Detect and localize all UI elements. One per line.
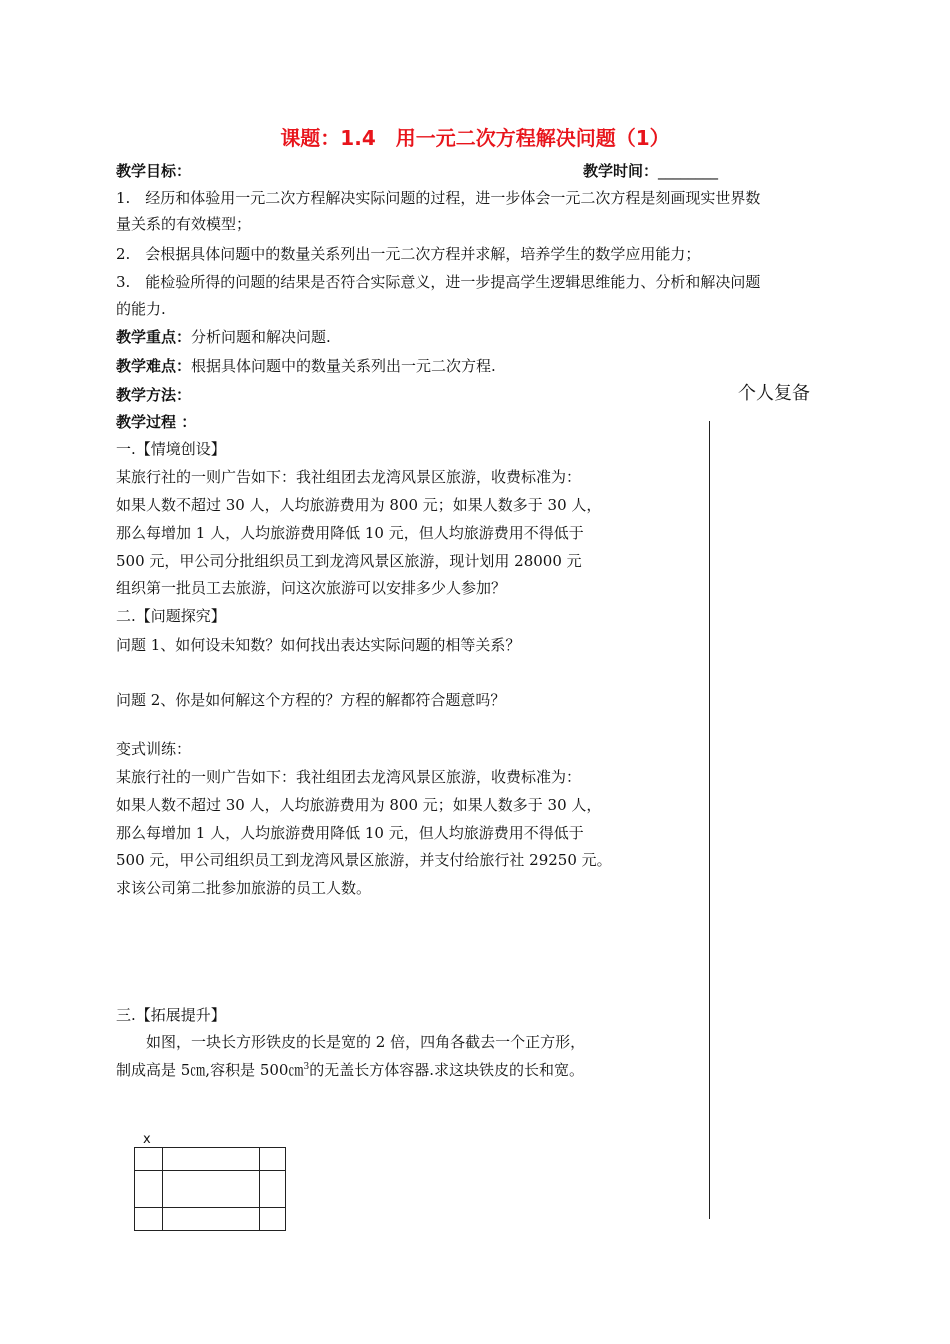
difficulty-label: 教学难点： — [116, 357, 192, 375]
text-line: 求该公司第二批参加旅游的员工人数。 — [116, 879, 372, 897]
text-line: 某旅行社的一则广告如下：我社组团去龙湾风景区旅游，收费标准为： — [116, 768, 582, 786]
text-line: 500 元，甲公司分批组织员工到龙湾风景区旅游，现计划用 28000 元 — [116, 552, 582, 570]
section-heading: 三.【拓展提升】 — [116, 1006, 226, 1024]
goal-line: 2. 会根据具体问题中的数量关系列出一元二次方程并求解，培养学生的数学应用能力； — [116, 245, 701, 263]
fold-line — [162, 1207, 260, 1208]
text-line: 500 元，甲公司组织员工到龙湾风景区旅游，并支付给旅行社 29250 元。 — [116, 851, 612, 869]
text-line: 如图，一块长方形铁皮的长是宽的 2 倍，四角各截去一个正方形， — [146, 1033, 586, 1051]
difficulty-text: 根据具体问题中的数量关系列出一元二次方程. — [191, 357, 496, 375]
teaching-time — [583, 160, 718, 181]
difficulty — [116, 355, 496, 376]
column-divider — [709, 421, 710, 1219]
time-label: 教学时间： — [583, 162, 659, 180]
figure-x-label: x — [143, 1132, 151, 1147]
section-heading: 二.【问题探究】 — [116, 607, 226, 625]
text-part: 的无盖长方体容器.求这块铁皮的长和宽。 — [309, 1061, 584, 1079]
text-line — [116, 1059, 584, 1080]
method-label: 教学方法： — [116, 386, 192, 404]
goal-line: 量关系的有效模型； — [116, 215, 252, 233]
key-point-label: 教学重点： — [116, 328, 192, 346]
time-blank: ________ — [658, 162, 719, 180]
cut-line — [259, 1148, 260, 1230]
cut-line — [162, 1148, 163, 1230]
goal-line: 的能力. — [116, 300, 166, 318]
page-title: 课题：1.4 用一元二次方程解决问题（1） — [280, 126, 670, 150]
text-line: 那么每增加 1 人，人均旅游费用降低 10 元，但人均旅游费用不得低于 — [116, 524, 584, 542]
goals-label: 教学目标： — [116, 162, 192, 180]
text-line: 某旅行社的一则广告如下：我社组团去龙湾风景区旅游，收费标准为： — [116, 468, 582, 486]
sheet-figure — [134, 1147, 286, 1231]
variant-label: 变式训练： — [116, 740, 192, 758]
process-label: 教学过程 ： — [116, 413, 197, 431]
text-line: 那么每增加 1 人，人均旅游费用降低 10 元，但人均旅游费用不得低于 — [116, 824, 584, 842]
fold-line — [162, 1170, 260, 1171]
goal-line: 3. 能检验所得的问题的结果是否符合实际意义，进一步提高学生逻辑思维能力、分析和解决问题 — [116, 273, 761, 291]
text-line: 组织第一批员工去旅游，问这次旅游可以安排多少人参加？ — [116, 579, 507, 597]
section-heading: 一.【情境创设】 — [116, 440, 226, 458]
side-label: 个人复备 — [738, 383, 810, 404]
question-1: 问题 1、如何设未知数？如何找出表达实际问题的相等关系？ — [116, 636, 521, 654]
question-2: 问题 2、你是如何解这个方程的？方程的解都符合题意吗？ — [116, 691, 506, 709]
text-line: 如果人数不超过 30 人，人均旅游费用为 800 元；如果人数多于 30 人， — [116, 796, 602, 814]
key-point — [116, 326, 331, 347]
text-part: 制成高是 5㎝,容积是 500㎝ — [116, 1061, 304, 1079]
superscript: 3 — [303, 1062, 310, 1072]
goal-line: 1. 经历和体验用一元二次方程解决实际问题的过程，进一步体会一元二次方程是刻画现实世界数 — [116, 189, 761, 207]
key-point-text: 分析问题和解决问题. — [191, 328, 331, 346]
text-line: 如果人数不超过 30 人，人均旅游费用为 800 元；如果人数多于 30 人， — [116, 496, 602, 514]
